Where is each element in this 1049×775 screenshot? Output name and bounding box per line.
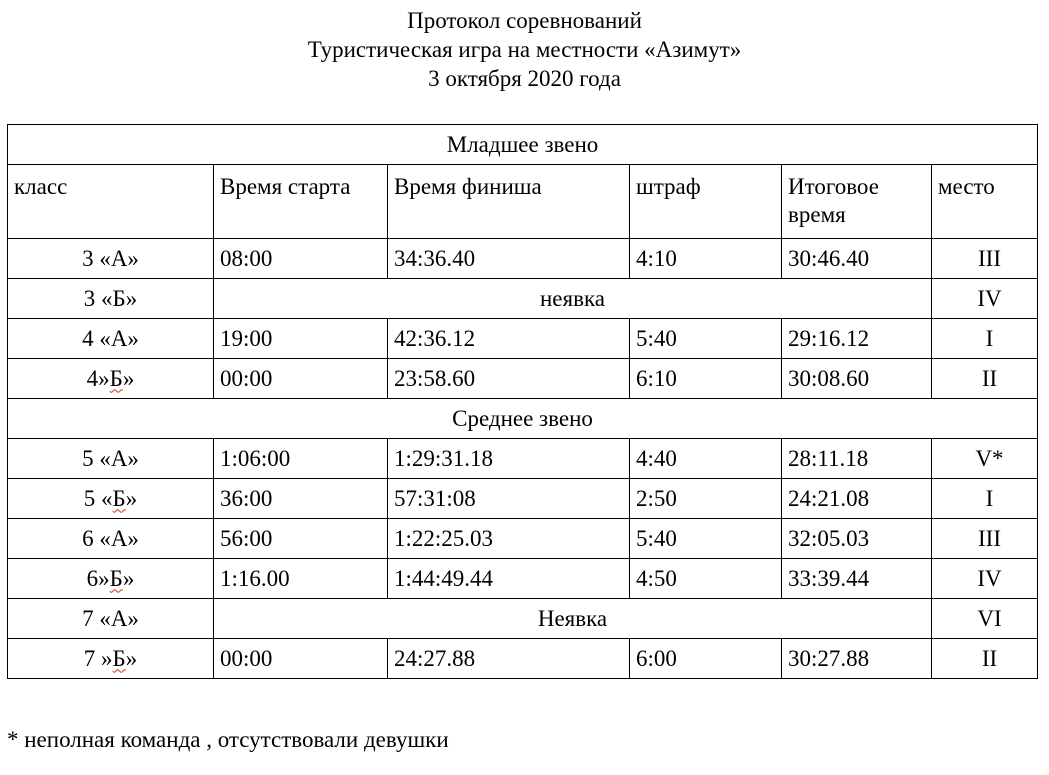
cell-finish: 42:36.12 [388,319,630,359]
cell-total: 33:39.44 [782,559,932,599]
table-row [8,359,1038,399]
class-letter: Б [112,485,126,511]
cell-noshow: Неявка [214,599,932,639]
cell-place: I [932,319,1038,359]
cell-place: II [932,359,1038,399]
cell-class: 7 «А» [8,599,214,639]
cell-start: 1:06:00 [214,439,388,479]
class-letter: Б [112,645,126,671]
cell-finish: 23:58.60 [388,359,630,399]
cell-class: 5 «А» [8,439,214,479]
cell-total: 30:46.40 [782,239,932,279]
class-number: 6» [86,565,110,591]
footnote: * неполная команда , отсутствовали девушки [7,727,449,752]
cell-class: 3 «Б» [8,279,214,319]
cell-finish: 1:29:31.18 [388,439,630,479]
cell-total: 30:08.60 [782,359,932,399]
document-title: Протокол соревнований [407,8,642,33]
column-header-finish: Время финиша [388,165,630,239]
cell-total: 29:16.12 [782,319,932,359]
cell-class [8,639,214,679]
class-quote: » [122,565,135,591]
cell-finish: 57:31:08 [388,479,630,519]
cell-total: 24:21.08 [782,479,932,519]
table-row [8,639,1038,679]
cell-finish: 24:27.88 [388,639,630,679]
section-title: Младшее звено [8,125,1038,165]
column-header-class: класс [8,165,214,239]
cell-penalty: 6:00 [630,639,782,679]
document-title-block [0,6,1049,93]
cell-place: II [932,639,1038,679]
cell-start: 19:00 [214,319,388,359]
cell-noshow: неявка [214,279,932,319]
column-header-place: место [932,165,1038,239]
event-date: 3 октября 2020 года [428,66,621,91]
column-header-penalty: штраф [630,165,782,239]
class-letter: Б [109,365,123,391]
cell-penalty: 4:50 [630,559,782,599]
table-row [8,239,1038,279]
table-row [8,599,1038,639]
section-row-junior [8,125,1038,165]
cell-total: 30:27.88 [782,639,932,679]
cell-class: 4 «А» [8,319,214,359]
cell-penalty: 2:50 [630,479,782,519]
column-header-start: Время старта [214,165,388,239]
table-header-row [8,165,1038,239]
cell-place: VI [932,599,1038,639]
event-name: Туристическая игра на местности «Азимут» [307,37,742,62]
cell-total: 28:11.18 [782,439,932,479]
cell-start: 1:16.00 [214,559,388,599]
cell-class: 3 «А» [8,239,214,279]
cell-class [8,559,214,599]
table-row [8,559,1038,599]
cell-start: 00:00 [214,639,388,679]
cell-finish: 34:36.40 [388,239,630,279]
class-quote: » [125,485,138,511]
cell-penalty: 4:10 [630,239,782,279]
class-letter: Б [109,565,123,591]
cell-place: IV [932,279,1038,319]
cell-start: 08:00 [214,239,388,279]
cell-total: 32:05.03 [782,519,932,559]
cell-place: III [932,239,1038,279]
cell-start: 00:00 [214,359,388,399]
section-title: Среднее звено [8,399,1038,439]
cell-class [8,479,214,519]
table-row [8,319,1038,359]
cell-class [8,359,214,399]
table-row [8,479,1038,519]
cell-place: I [932,479,1038,519]
table-row [8,439,1038,479]
class-quote: » [122,365,135,391]
cell-class: 6 «А» [8,519,214,559]
section-row-middle [8,399,1038,439]
cell-place: V* [932,439,1038,479]
cell-finish: 1:44:49.44 [388,559,630,599]
cell-penalty: 6:10 [630,359,782,399]
cell-finish: 1:22:25.03 [388,519,630,559]
cell-start: 36:00 [214,479,388,519]
cell-penalty: 4:40 [630,439,782,479]
table-row [8,519,1038,559]
column-header-total: Итоговое время [782,165,932,239]
results-table [7,124,1038,679]
class-number: 7 » [83,645,113,671]
class-number: 5 « [83,485,113,511]
cell-place: IV [932,559,1038,599]
cell-penalty: 5:40 [630,519,782,559]
cell-penalty: 5:40 [630,319,782,359]
class-quote: » [125,645,138,671]
cell-place: III [932,519,1038,559]
table-row [8,279,1038,319]
class-number: 4» [86,365,110,391]
cell-start: 56:00 [214,519,388,559]
